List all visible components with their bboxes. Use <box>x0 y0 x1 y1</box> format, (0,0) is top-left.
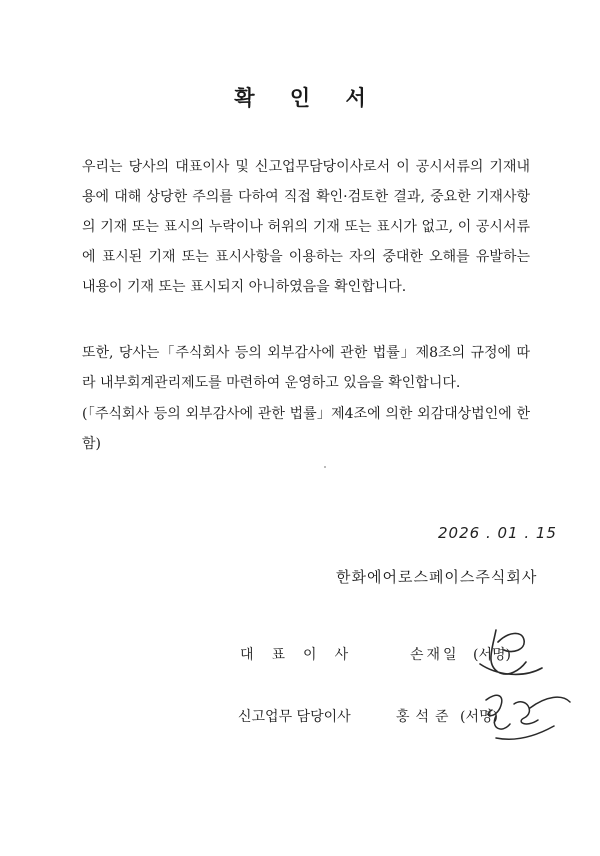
handwritten-signature-1 <box>468 620 548 686</box>
handwritten-date: 2026 . 01 . 15 <box>438 524 557 542</box>
handwritten-signature-2 <box>466 682 576 748</box>
signature-mark-label: (서명) <box>473 647 511 663</box>
internal-control-paragraph: 또한, 당사는「주식회사 등의 외부감사에 관한 법률」제8조의 규정에 따라 내부회계관리제도를 마련하여 운영하고 있음을 확인합니다. <box>82 345 530 391</box>
company-name: 한화에어로스페이스주식회사 <box>336 568 538 586</box>
signatory-name: 손재일 <box>410 647 460 663</box>
signature-mark-label: (서명) <box>460 709 498 725</box>
signatory-title: 대표이사 <box>240 647 367 663</box>
signatory-name: 홍석준 <box>396 709 455 725</box>
scope-note-paragraph: (「주식회사 등의 외부감사에 관한 법률」제4조에 의한 외감대상법인에 한함) <box>82 406 530 452</box>
document-title: 확 인 서 <box>234 85 380 110</box>
confirmation-paragraph: 우리는 당사의 대표이사 및 신고업무담당이사로서 이 공시서류의 기재내용에 대해 상당한 주의를 다하여 직접 확인·검토한 결과, 중요한 기재사항의 기재 또는 표시의 누락이나 허위의 기재 또는 표시가 없고, 이 공시서류에 표시된 기재 또는 표시사항을 이용하는 자의 중대한 오해를 유발하는 내용이 기재 또는 표시되지 아니하였음을 확인합니다. <box>82 159 530 295</box>
signatory-ceo <box>240 644 511 664</box>
signatory-title: 신고업무 담당이사 <box>238 709 351 725</box>
signatory-disclosure-director <box>238 706 498 726</box>
scan-speck <box>324 466 326 468</box>
